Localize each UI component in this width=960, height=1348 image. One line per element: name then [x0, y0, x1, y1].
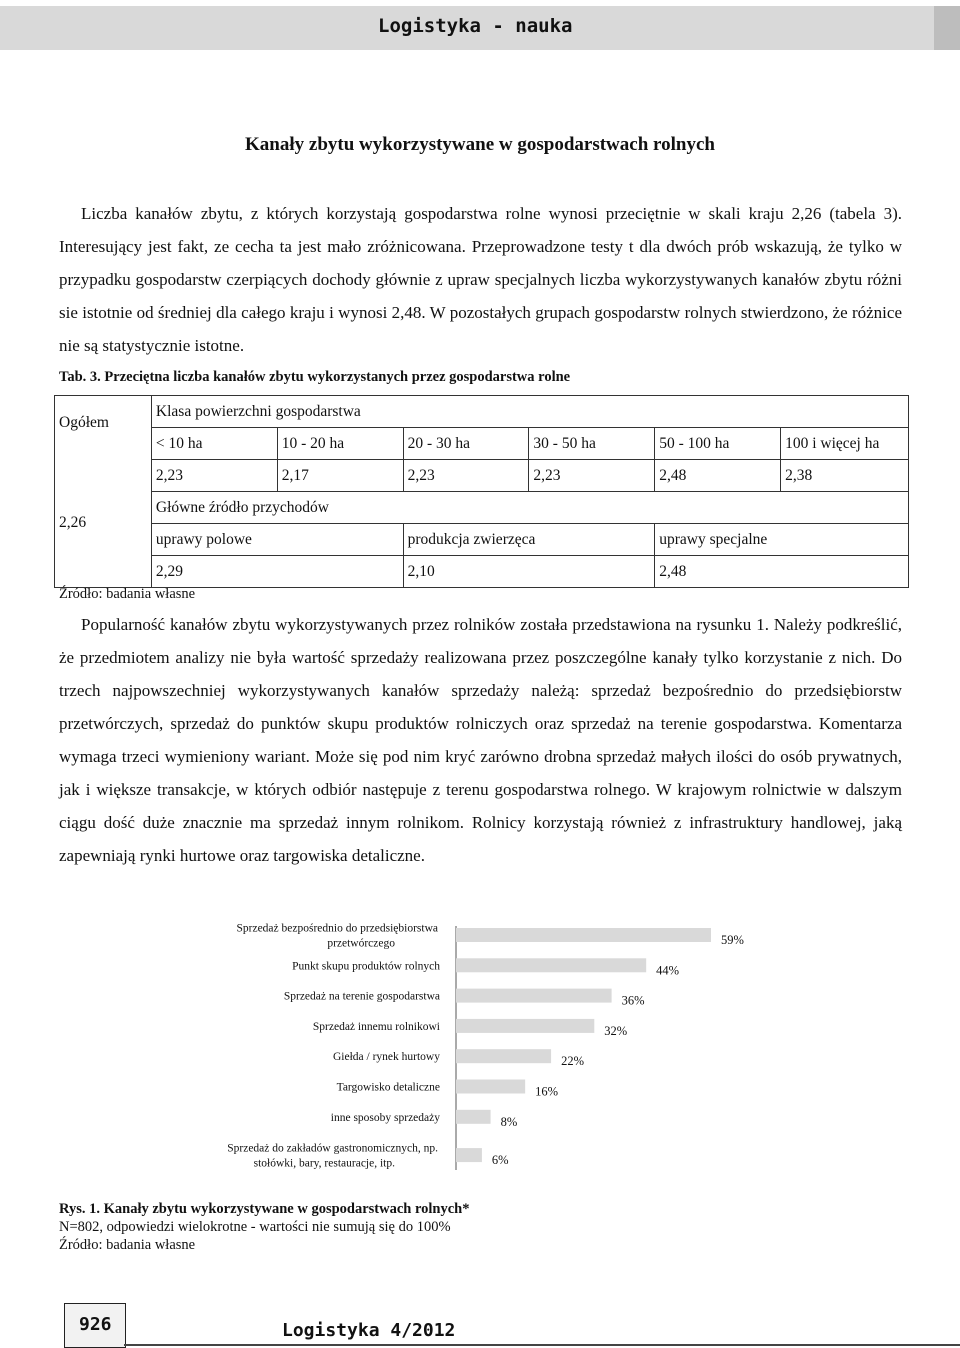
- chart-category-label: Sprzedaż innemu rolnikowi: [312, 1020, 440, 1033]
- table-cell: 2,29: [151, 556, 403, 588]
- chart-bar: [456, 1049, 551, 1063]
- table-cell: 2,23: [151, 460, 277, 492]
- paragraph-2-text: Popularność kanałów zbytu wykorzystywanych przez rolników została przedstawiona na rysunku 1. Należy podkreślić, że przedmiotem analizy nie była wartość sprzedaży realizowana przez poszczególne kanały tylko korzystanie z nich. Do trzech najpowszechniej wykorzystywanych kanałów sprzedaży należą: sprzedaż bezpośrednio do przedsiębiorstw przetwórczych, sprzedaż do punktów skupu produktów rolniczych oraz sprzedaż na terenie gospodarstwa. Komentarza wymaga trzeci wymieniony wariant. Może się pod nim kryć zarówno drobna sprzedaż małych ilości do osób prywatnych, jak i większe transakcje, w których odbiór następuje z terenu gospodarstwa rolnego. W krajowym rolnictwie w dalszym ciągu dość duże znacznie ma sprzedaż innym rolnikom. Rolnicy korzystają również z infrastruktury handlowej, jaką zapewniają rynki hurtowe oraz targowiska detaliczne.: [59, 615, 902, 865]
- ogolem-label: Ogółem: [55, 396, 152, 460]
- header-bar-shadow: [934, 6, 960, 50]
- journal-name: Logistyka 4/2012: [282, 1320, 456, 1341]
- chart-value-label: 44%: [656, 963, 680, 978]
- chart-category-label: Giełda / rynek hurtowy: [333, 1051, 440, 1064]
- chart-value-label: 8%: [500, 1114, 518, 1129]
- chart-bar: [456, 1019, 594, 1033]
- class-cols-row: [55, 428, 909, 460]
- page-number: 926: [79, 1314, 112, 1335]
- footer-rule: [124, 1344, 960, 1346]
- table-caption: Tab. 3. Przeciętna liczba kanałów zbytu wykorzystanych przez gospodarstwa rolne: [59, 369, 571, 385]
- chart-bar: [456, 1080, 525, 1094]
- chart-value-label: 6%: [491, 1153, 509, 1168]
- chart-bar: [456, 1110, 491, 1124]
- table-cell: 2,23: [403, 460, 529, 492]
- chart-bar: [456, 928, 711, 942]
- table-cell: 2,48: [655, 460, 781, 492]
- chart-value-label: 16%: [535, 1084, 559, 1099]
- figure-caption: Rys. 1. Kanały zbytu wykorzystywane w gospodarstwach rolnych*: [59, 1201, 470, 1217]
- paragraph-1: [59, 197, 902, 362]
- table-cell: 2,17: [277, 460, 403, 492]
- table-cell: 2,38: [781, 460, 909, 492]
- chart-category-label: Sprzedaż bezpośrednio do przedsiębiorstwa przetwórczego: [236, 922, 438, 950]
- bar-chart: [170, 920, 790, 1180]
- table-cell: 2,23: [529, 460, 655, 492]
- table-cell: 20 - 30 ha: [403, 428, 529, 460]
- running-header: Logistyka - nauka: [378, 15, 573, 37]
- paragraph-1-text: Liczba kanałów zbytu, z których korzystają gospodarstwa rolne wynosi przeciętnie w skali kraju 2,26 (tabela 3). Interesujący jest fakt, ze cecha ta jest mało zróżnicowana. Przeprowadzone testy t dla dwóch prób wskazują, że tylko w przypadku gospodarstw czerpiących dochody głównie z upraw specjalnych liczba wykorzystywanych kanałów zbytu różni sie istotnie od średniej dla całego kraju i wynosi 2,48. W pozostałych grupach gospodarstw rolnych stwierdzono, że różnice nie są statystycznie istotne.: [59, 204, 902, 355]
- class-values-row: [55, 460, 909, 492]
- table-cell: uprawy polowe: [151, 524, 403, 556]
- section-title: Kanały zbytu wykorzystywane w gospodarstwach rolnych: [245, 134, 715, 155]
- chart-category-label: Sprzedaż do zakładów gastronomicznych, np. stołówki, bary, restauracje, itp.: [227, 1142, 438, 1170]
- chart-value-label: 59%: [721, 933, 744, 947]
- figure-note: N=802, odpowiedzi wielokrotne - wartości nie sumują się do 100%: [59, 1219, 451, 1235]
- income-cols-row: [55, 524, 909, 556]
- chart-bar: [456, 989, 612, 1003]
- table-cell: 100 i więcej ha: [781, 428, 909, 460]
- table-cell: < 10 ha: [151, 428, 277, 460]
- income-values-row: [55, 556, 909, 588]
- ogolem-value: 2,26: [55, 460, 152, 588]
- figure-source: Źródło: badania własne: [59, 1237, 196, 1253]
- chart-category-label: Sprzedaż na terenie gospodarstwa: [283, 990, 440, 1003]
- table-cell: 10 - 20 ha: [277, 428, 403, 460]
- class-header: Klasa powierzchni gospodarstwa: [151, 396, 908, 428]
- figure-caption-block: [59, 1200, 469, 1254]
- chart-bar: [456, 958, 646, 972]
- table-cell: 30 - 50 ha: [529, 428, 655, 460]
- data-table: [54, 395, 909, 588]
- table-cell: 50 - 100 ha: [655, 428, 781, 460]
- chart-category-label: Punkt skupu produktów rolnych: [292, 960, 440, 973]
- table-source: Źródło: badania własne: [59, 586, 196, 602]
- income-header: Główne źródło przychodów: [151, 492, 908, 524]
- chart-value-label: 36%: [621, 993, 645, 1008]
- table-cell: 2,10: [403, 556, 655, 588]
- chart-value-label: 22%: [561, 1054, 585, 1069]
- chart-category-label: Targowisko detaliczne: [336, 1081, 440, 1094]
- chart-value-label: 32%: [604, 1023, 628, 1038]
- paragraph-2: [59, 608, 902, 872]
- table-cell: uprawy specjalne: [655, 524, 909, 556]
- table-cell: produkcja zwierzęca: [403, 524, 655, 556]
- chart-category-label: inne sposoby sprzedaży: [330, 1111, 440, 1124]
- table-cell: 2,48: [655, 556, 909, 588]
- chart-bar: [456, 1148, 482, 1162]
